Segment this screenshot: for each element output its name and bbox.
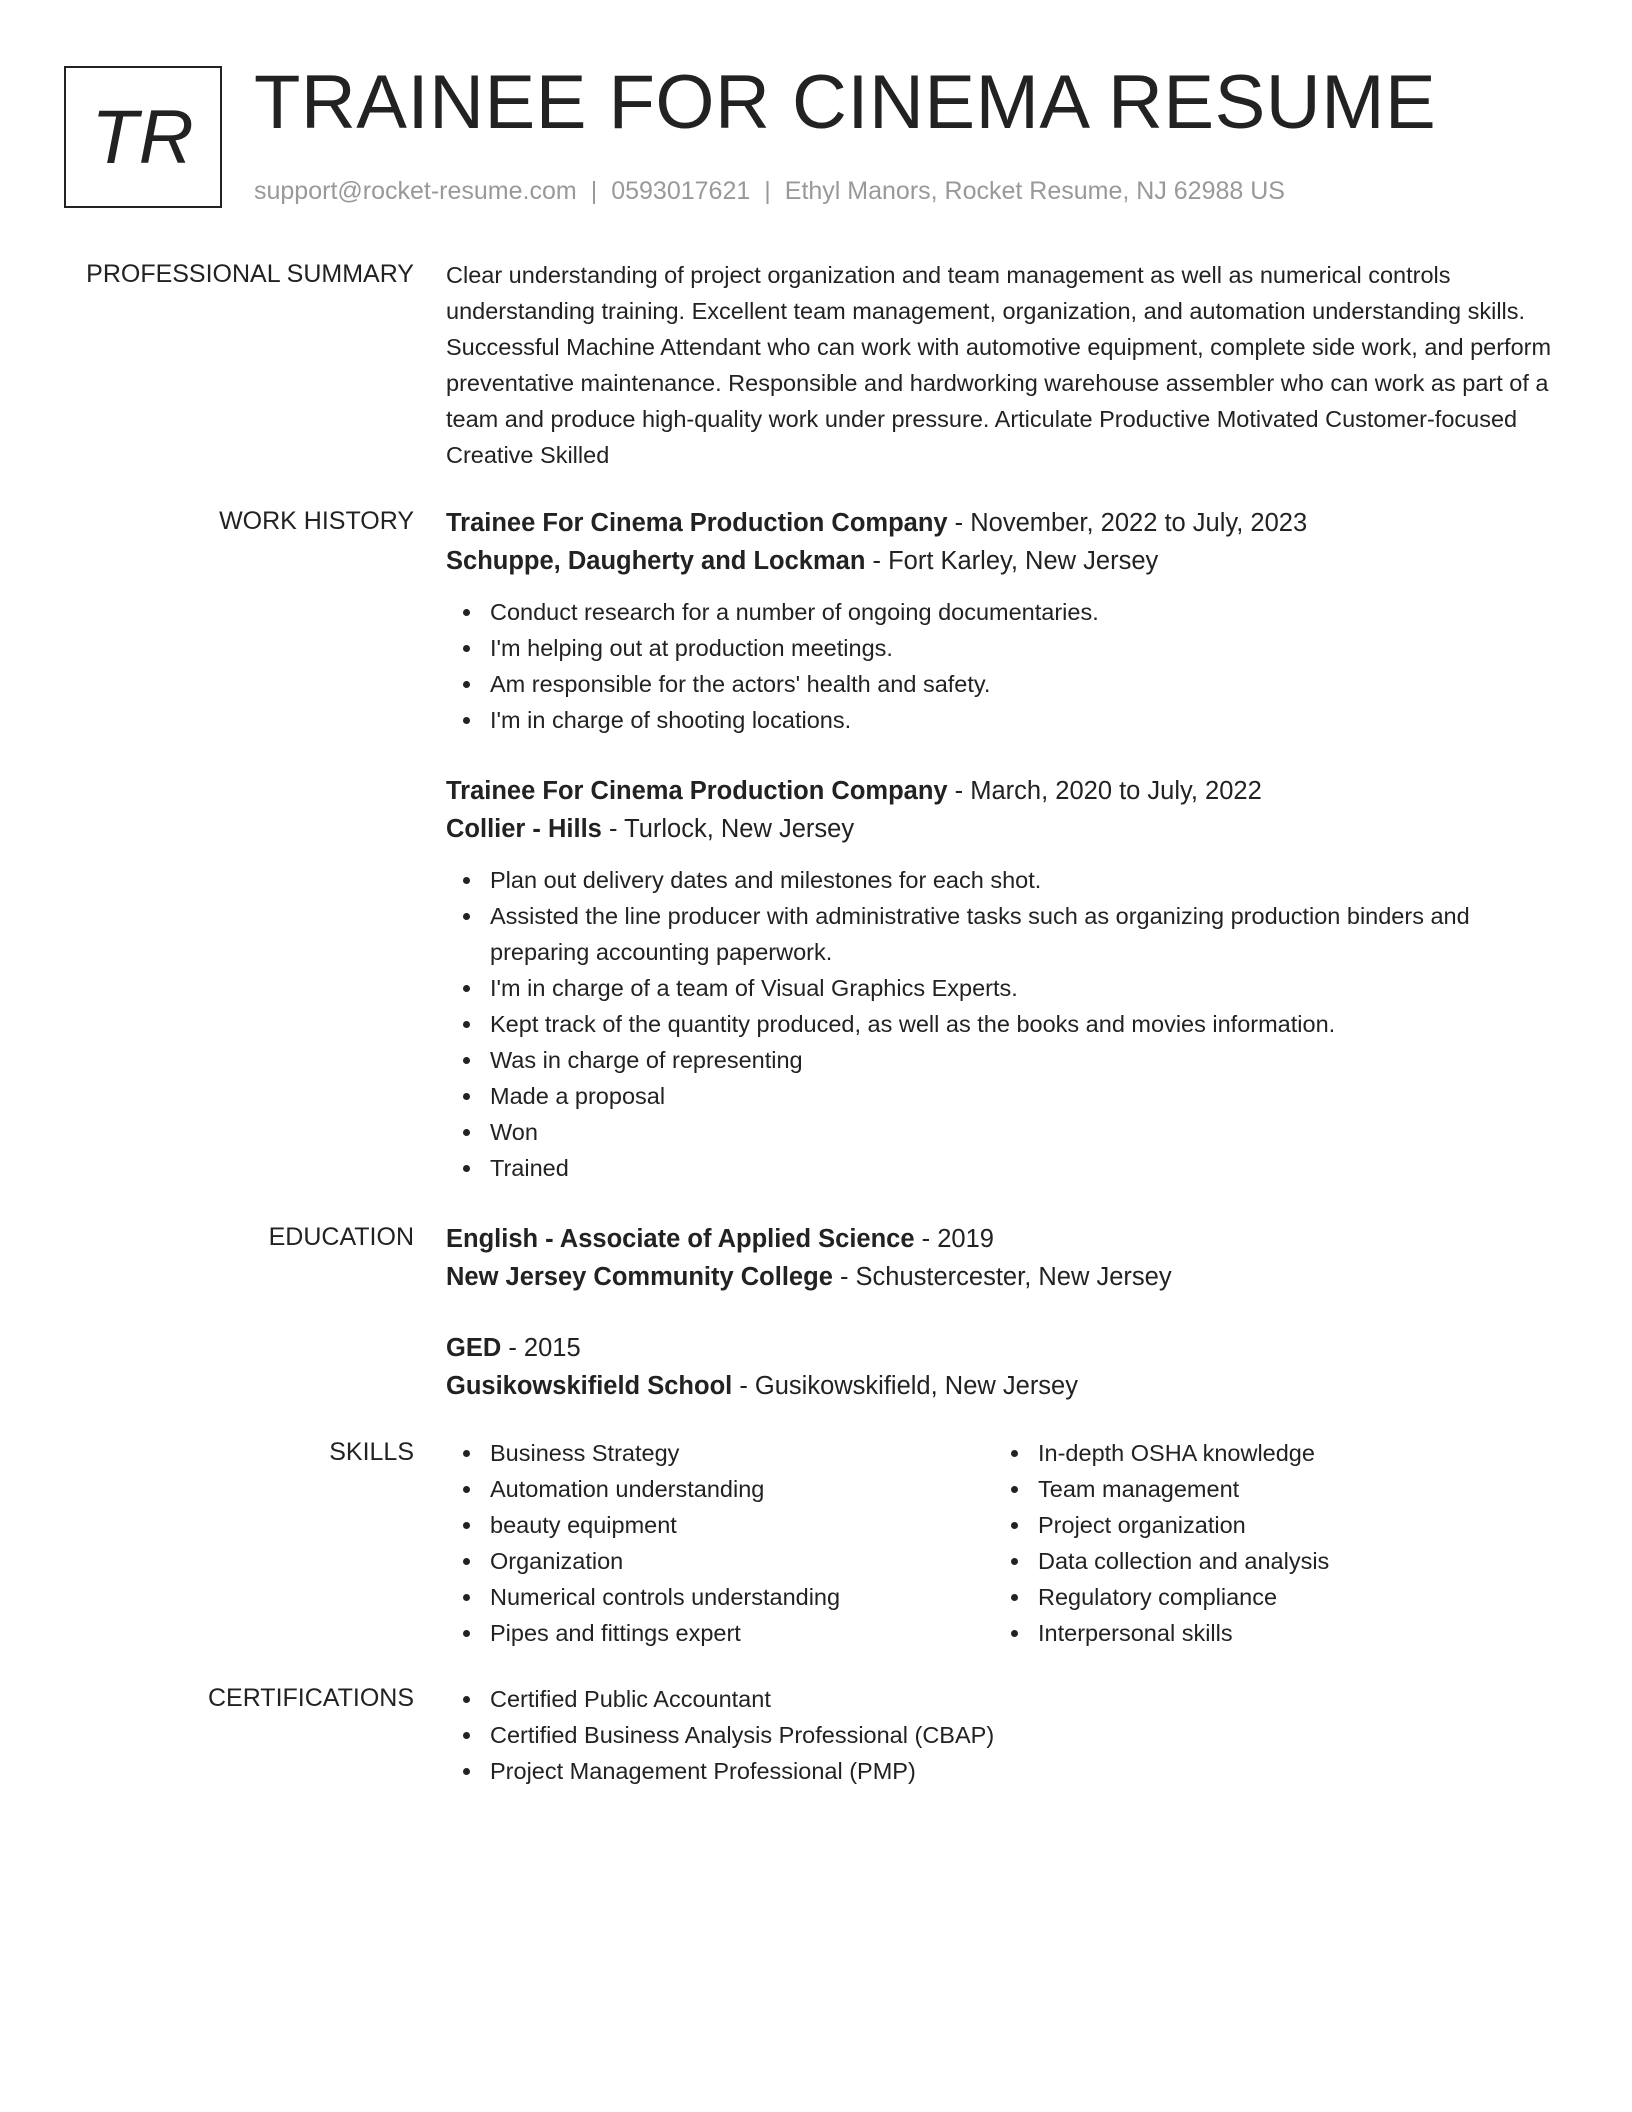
contact-address: Ethyl Manors, Rocket Resume, NJ 62988 US: [784, 177, 1285, 205]
skills-columns: [446, 1435, 1566, 1651]
contact-separator: |: [590, 177, 598, 205]
list-item: Made a proposal: [446, 1078, 1566, 1114]
job-company: Schuppe, Daugherty and Lockman: [446, 547, 866, 575]
edu-degree: GED: [446, 1334, 502, 1362]
certifications-body: [446, 1681, 1566, 1789]
certifications-list: [446, 1681, 1566, 1789]
list-item: Project organization: [994, 1507, 1542, 1543]
summary-text: Clear understanding of project organization and team management as well as numerical controls understanding training. Excellent team management, organization, and automation understanding skills. Successful Machine Attendant who can work with automotive equipment, complete side work, and perform preventative maintenance. Responsible and hardworking warehouse assembler who can work as part of a team and produce high-quality work under pressure. Articulate Productive Motivated Customer-focused Creative Skilled: [446, 262, 1552, 468]
work-history-list: [446, 504, 1566, 1186]
contact-phone: 0593017621: [611, 177, 751, 205]
list-item: Plan out delivery dates and milestones for each shot.: [446, 862, 1566, 898]
list-item: Organization: [446, 1543, 994, 1579]
edu-school: Gusikowskifield School: [446, 1372, 733, 1400]
job-title: Trainee For Cinema Production Company: [446, 777, 948, 805]
edu-location: - Schustercester, New Jersey: [832, 1263, 1172, 1291]
list-item: Business Strategy: [446, 1435, 994, 1471]
list-item: Team management: [994, 1471, 1542, 1507]
list-item: Certified Business Analysis Professional (CBAP): [446, 1717, 1566, 1753]
list-item: Conduct research for a number of ongoing documentaries.: [446, 594, 1566, 630]
job-duties: [446, 862, 1566, 1186]
job-dates: - November, 2022 to July, 2023: [947, 509, 1308, 537]
edu-degree: English - Associate of Applied Science: [446, 1225, 915, 1253]
section-label-summary: PROFESSIONAL SUMMARY: [86, 260, 414, 288]
resume-title: TRAINEE FOR CINEMA RESUME: [254, 60, 1437, 145]
section-label-certifications: CERTIFICATIONS: [207, 1684, 414, 1712]
list-item: Certified Public Accountant: [446, 1681, 1566, 1717]
list-item: Trained: [446, 1150, 1566, 1186]
job-company: Collier - Hills: [446, 815, 602, 843]
list-item: Assisted the line producer with administrative tasks such as organizing production binders and preparing accounting paperwork.: [446, 898, 1566, 970]
job-title: Trainee For Cinema Production Company: [446, 509, 948, 537]
job-entry: [446, 772, 1566, 1186]
section-label-work: WORK HISTORY: [219, 507, 414, 535]
education-entry: [446, 1329, 1566, 1405]
edu-year: - 2019: [914, 1225, 994, 1253]
list-item: Was in charge of representing: [446, 1042, 1566, 1078]
list-item: Automation understanding: [446, 1471, 994, 1507]
job-location: - Fort Karley, New Jersey: [865, 547, 1159, 575]
list-item: I'm helping out at production meetings.: [446, 630, 1566, 666]
skills-list-left: [446, 1435, 994, 1651]
skills-list-right: [994, 1435, 1542, 1651]
list-item: Project Management Professional (PMP): [446, 1753, 1566, 1789]
section-label-skills: SKILLS: [329, 1438, 414, 1466]
job-dates: - March, 2020 to July, 2022: [947, 777, 1262, 805]
edu-location: - Gusikowskifield, New Jersey: [732, 1372, 1078, 1400]
list-item: Data collection and analysis: [994, 1543, 1542, 1579]
education-list: [446, 1220, 1566, 1405]
list-item: Numerical controls understanding: [446, 1579, 994, 1615]
job-entry: [446, 504, 1566, 738]
list-item: I'm in charge of a team of Visual Graphics Experts.: [446, 970, 1566, 1006]
section-label-education: EDUCATION: [268, 1223, 414, 1251]
job-location: - Turlock, New Jersey: [601, 815, 855, 843]
list-item: Won: [446, 1114, 1566, 1150]
list-item: Interpersonal skills: [994, 1615, 1542, 1651]
contact-email: support@rocket-resume.com: [254, 177, 577, 205]
list-item: I'm in charge of shooting locations.: [446, 702, 1566, 738]
list-item: Kept track of the quantity produced, as well as the books and movies information.: [446, 1006, 1566, 1042]
edu-year: - 2015: [501, 1334, 581, 1362]
list-item: Pipes and fittings expert: [446, 1615, 994, 1651]
education-entry: [446, 1220, 1566, 1296]
list-item: beauty equipment: [446, 1507, 994, 1543]
list-item: Am responsible for the actors' health and safety.: [446, 666, 1566, 702]
contact-line: [254, 174, 1285, 208]
monogram-logo: TR: [64, 66, 222, 208]
list-item: Regulatory compliance: [994, 1579, 1542, 1615]
list-item: In-depth OSHA knowledge: [994, 1435, 1542, 1471]
contact-separator: |: [764, 177, 771, 205]
edu-school: New Jersey Community College: [446, 1263, 833, 1291]
job-duties: [446, 594, 1566, 738]
